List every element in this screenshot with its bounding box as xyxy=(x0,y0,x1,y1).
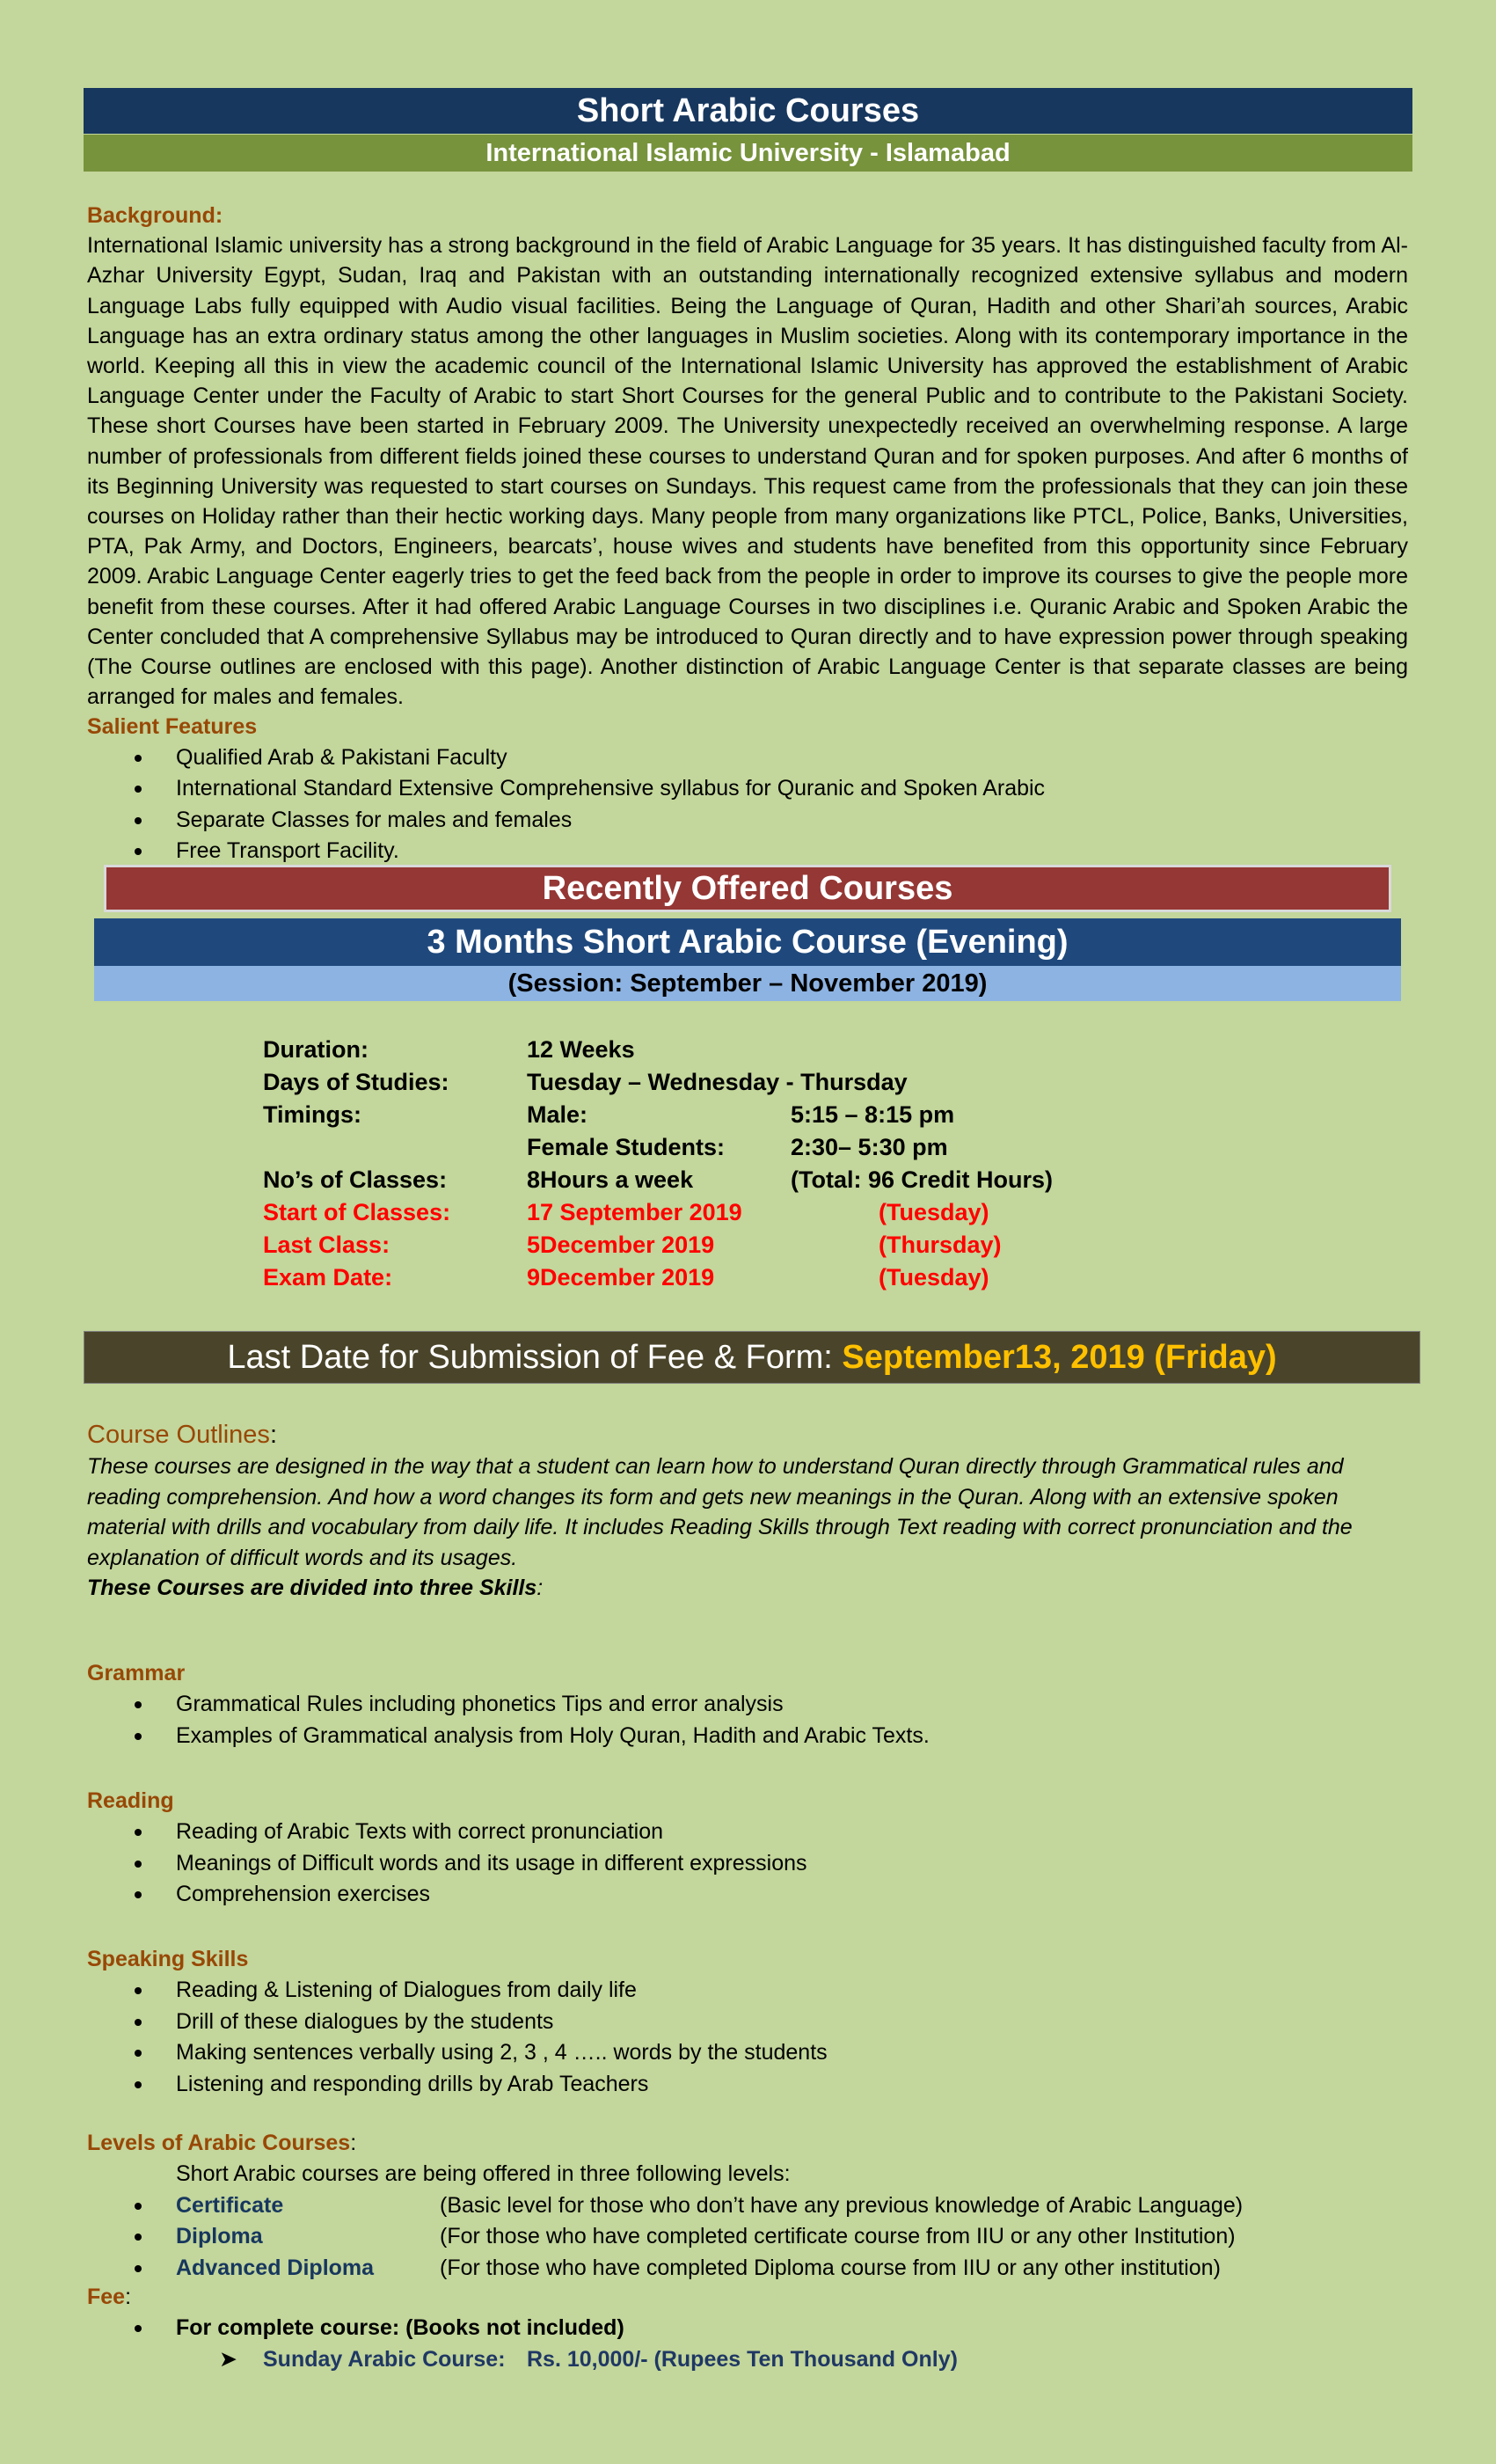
arrow-bullet-icon: ➤ xyxy=(219,2346,237,2372)
list-item xyxy=(87,2221,1408,2253)
list-item: Examples of Grammatical analysis from Holy Quran, Hadith and Arabic Texts. xyxy=(87,1721,1408,1752)
last-label: Last Class: xyxy=(263,1232,390,1258)
level-desc: (Basic level for those who don’t have any previous knowledge of Arabic Language) xyxy=(440,2192,1244,2218)
speaking-heading: Speaking Skills xyxy=(87,1947,249,1971)
fee-heading-text: Fee xyxy=(87,2285,126,2309)
background-heading: Background: xyxy=(87,203,223,228)
salient-heading: Salient Features xyxy=(87,714,258,740)
classes-label: No’s of Classes: xyxy=(263,1166,448,1193)
background-text: International Islamic university has a strong background in the field of Arabic Language for 35 years. It has distinguished faculty from Al-Azhar University Egypt, Sudan, Iraq and Pakistan with an outstanding internationally recognized extensive syllabus and modern Language Labs fully equipped with Audio visual facilities. Being the Language of Quran, Hadith and other Shari’ah sources, Arabic Language has an extra ordinary status among the other languages in Muslim societies. Along with its contemporary importance in the world. Keeping all this in view the academic council of the International Islamic University has approved the establishment of Arabic Language Center under the Faculty of Arabic to start Short Courses for the general Public and to contribute to the Pakistani Society. These short Courses have been started in February 2009. The University unexpectedly received an overwhelming response. A large number of professionals from different fields joined these courses to understand Quran and for spoken purposes. And after 6 months of its Beginning University was requested to start courses on Sundays. This request came from the professionals that they can join these courses on Holiday rather than their hectic working days. Many people from many organizations like PTCL, Police, Banks, Universities, PTA, Pak Army, and Doctors, Engineers, bearcats’, house wives and students have benefited from this opportunity since February 2009. Arabic Language Center eagerly tries to get the feed back from the people in order to improve its courses to give the people more benefit from these courses. After it had offered Arabic Language Courses in two disciplines i.e. Quranic Arabic and Spoken Arabic the Center concluded that A comprehensive Syllabus may be introduced to Quran directly and to have expression power through speaking (The Course outlines are enclosed with this page). Another distinction of Arabic Language Center is that separate classes are being arranged for males and females. xyxy=(87,233,1408,710)
deadline-date: September13, 2019 (Friday) xyxy=(842,1339,1277,1376)
fee-sub-label: Sunday Arabic Course: xyxy=(263,2346,506,2372)
male-time: 5:15 – 8:15 pm xyxy=(791,1101,955,1128)
level-desc: (For those who have completed certificate course from IIU or any other Institution) xyxy=(440,2224,1236,2248)
list-item: Listening and responding drills by Arab Teachers xyxy=(87,2069,1408,2101)
deadline-banner xyxy=(84,1331,1420,1384)
fee-heading-colon: : xyxy=(125,2285,132,2309)
reading-list xyxy=(87,1817,1408,1911)
levels-intro: Short Arabic courses are being offered in three following levels: xyxy=(176,2161,791,2186)
start-day: (Tuesday) xyxy=(879,1199,989,1225)
fee-sub-item xyxy=(87,2344,1408,2376)
list-item xyxy=(87,2190,1408,2222)
levels-heading-text: Levels of Arabic Courses xyxy=(87,2131,351,2155)
level-desc: (For those who have completed Diploma course from IIU or any other institution) xyxy=(440,2255,1221,2280)
list-item: Free Transport Facility. xyxy=(87,836,1408,867)
female-time: 2:30– 5:30 pm xyxy=(791,1134,948,1160)
fee-heading xyxy=(87,2281,1408,2313)
fee-section xyxy=(87,2281,1408,2375)
grammar-heading: Grammar xyxy=(87,1661,186,1685)
levels-heading-colon: : xyxy=(350,2131,357,2155)
outlines-divided xyxy=(87,1573,1408,1604)
grammar-section xyxy=(87,1657,1408,1751)
exam-label: Exam Date: xyxy=(263,1264,393,1290)
outlines-text: These courses are designed in the way that a student can learn how to understand Quran directly through Grammatical rules and reading comprehension. And how a word changes its form and gets new meanings in the Quran. Along with an extensive spoken material with drills and vocabulary from daily life. It includes Reading Skills through Text reading with correct pronunciation and the explanation of difficult words and its usages. xyxy=(87,1454,1353,1570)
course-title-banner: 3 Months Short Arabic Course (Evening) xyxy=(94,918,1401,966)
last-day: (Thursday) xyxy=(879,1232,1002,1258)
duration-label: Duration: xyxy=(263,1036,369,1063)
fee-sub-value: Rs. 10,000/- (Rupees Ten Thousand Only) xyxy=(527,2346,958,2372)
timings-label: Timings: xyxy=(263,1101,362,1128)
level-name-advanced-diploma: Advanced Diploma xyxy=(176,2255,375,2280)
speaking-section xyxy=(87,1943,1408,2100)
exam-day: (Tuesday) xyxy=(879,1264,989,1290)
days-value: Tuesday – Wednesday - Thursday xyxy=(527,1069,908,1095)
list-item: Qualified Arab & Pakistani Faculty xyxy=(87,742,1408,774)
outlines-heading-text: Course Outlines xyxy=(87,1421,270,1449)
levels-heading xyxy=(87,2127,1408,2159)
page-title: Short Arabic Courses xyxy=(84,88,1412,134)
male-label: Male: xyxy=(527,1101,588,1128)
salient-list xyxy=(87,742,1408,867)
list-item: Separate Classes for males and females xyxy=(87,805,1408,837)
course-outlines-section xyxy=(87,1418,1408,1604)
levels-section xyxy=(87,2127,1408,2284)
list-item: International Standard Extensive Comprehensive syllabus for Quranic and Spoken Arabic xyxy=(87,773,1408,805)
fee-list xyxy=(87,2313,1408,2344)
female-label: Female Students: xyxy=(527,1134,726,1160)
list-item: Reading & Listening of Dialogues from daily life xyxy=(87,1975,1408,2007)
reading-section xyxy=(87,1785,1408,1911)
page-subtitle: International Islamic University - Islamabad xyxy=(84,135,1412,172)
list-item: Comprehension exercises xyxy=(87,1879,1408,1911)
outlines-divided-colon: : xyxy=(536,1576,544,1600)
outlines-heading-colon: : xyxy=(269,1421,277,1449)
list-item: Making sentences verbally using 2, 3 , 4 ….. words by the students xyxy=(87,2037,1408,2069)
list-item: Drill of these dialogues by the students xyxy=(87,2007,1408,2038)
list-item xyxy=(87,2253,1408,2285)
duration-value: 12 Weeks xyxy=(527,1036,635,1063)
list-item: Reading of Arabic Texts with correct pronunciation xyxy=(87,1817,1408,1848)
start-label: Start of Classes: xyxy=(263,1199,451,1225)
levels-list xyxy=(87,2190,1408,2285)
list-item: Grammatical Rules including phonetics Tips and error analysis xyxy=(87,1689,1408,1721)
classes-total: (Total: 96 Credit Hours) xyxy=(791,1166,1054,1193)
outlines-divided-text: These Courses are divided into three Skills xyxy=(87,1576,537,1600)
session-banner: (Session: September – November 2019) xyxy=(94,966,1401,1001)
level-name-diploma: Diploma xyxy=(176,2224,263,2248)
fee-item: For complete course: (Books not included) xyxy=(176,2315,624,2340)
list-item xyxy=(87,2313,1408,2344)
outlines-heading xyxy=(87,1418,1408,1451)
reading-heading: Reading xyxy=(87,1788,174,1813)
level-name-certificate: Certificate xyxy=(176,2192,284,2218)
list-item: Meanings of Difficult words and its usage in different expressions xyxy=(87,1848,1408,1880)
start-date: 17 September 2019 xyxy=(527,1199,742,1225)
speaking-list xyxy=(87,1975,1408,2100)
exam-date: 9December 2019 xyxy=(527,1264,715,1290)
recent-courses-banner: Recently Offered Courses xyxy=(104,865,1391,912)
last-date: 5December 2019 xyxy=(527,1232,715,1258)
deadline-label: Last Date for Submission of Fee & Form: xyxy=(227,1339,843,1376)
background-section xyxy=(87,201,1408,867)
days-label: Days of Studies: xyxy=(263,1069,449,1095)
classes-value: 8Hours a week xyxy=(527,1166,694,1193)
grammar-list xyxy=(87,1689,1408,1751)
